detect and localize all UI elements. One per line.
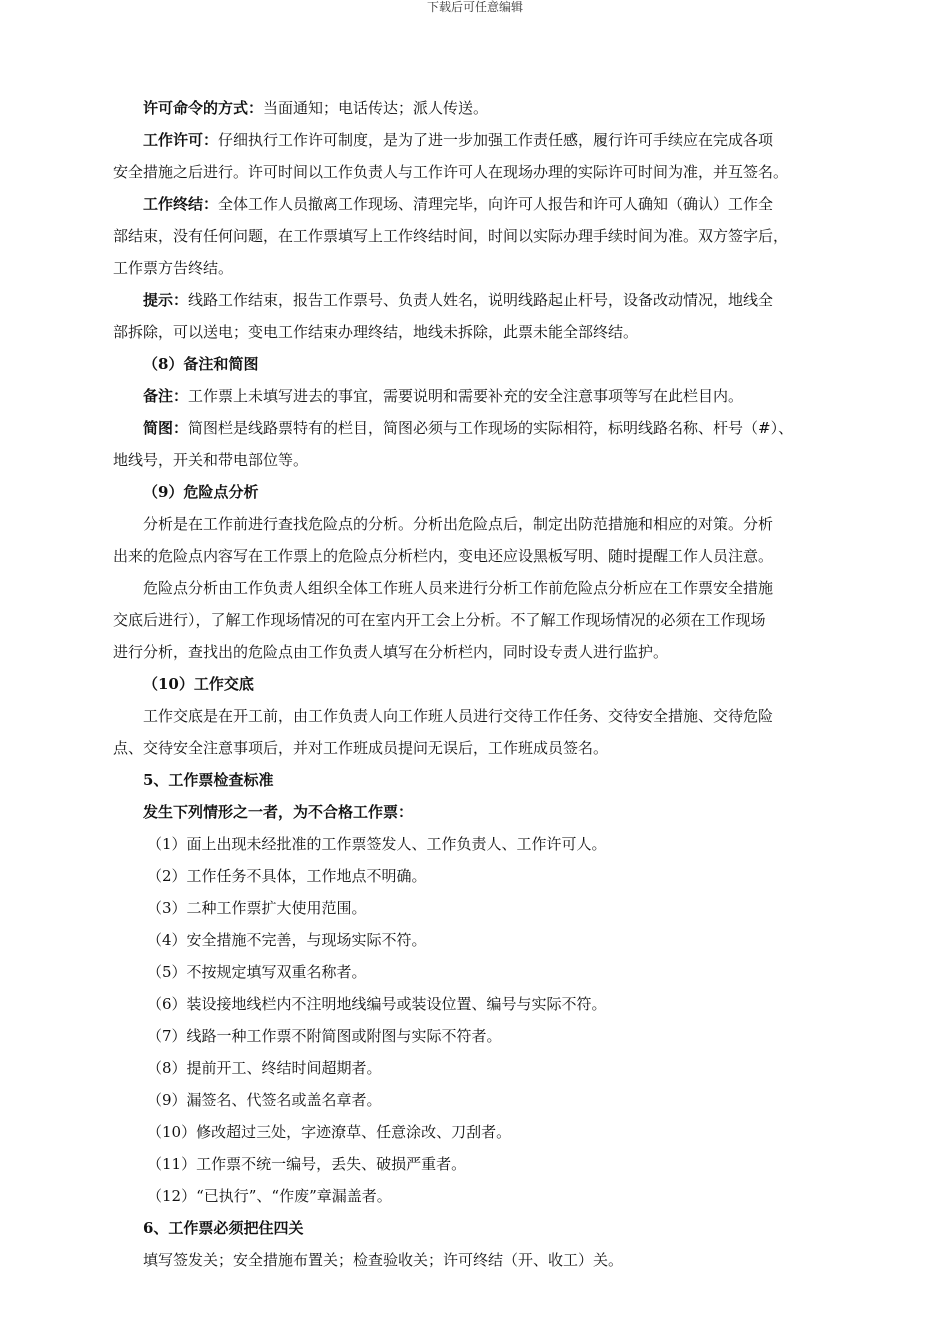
heading-hazard-analysis: （9）危险点分析 [143,483,259,501]
paragraph-hazard-l3: 进行分析，查找出的危险点由工作负责人填写在分析栏内，同时设专责人进行监护。 [113,643,669,661]
text-diagram-l1: 简图栏是线路票特有的栏目，简图必须与工作现场的实际相符，标明线路名称、杆号（#）、 [188,419,794,437]
label-diagram: 简图： [143,419,189,437]
paragraph-work-permit-l2: 安全措施之后进行。许可时间以工作负责人与工作许可人在现场办理的实际许可时间为准，并互签名。 [113,163,789,181]
paragraph-analysis-l2: 出来的危险点内容写在工作票上的危险点分析栏内，变电还应设黑板写明、随时提醒工作人员注意。 [113,547,774,565]
paragraph-diagram-l1 [113,412,865,444]
list-item: （6）装设接地线栏内不注明地线编号或装设位置、编号与实际不符。 [147,995,607,1013]
text-work-end-l1: 全体工作人员撤离工作现场、清理完毕，向许可人报告和许可人确知（确认）工作全 [218,195,774,213]
paragraph-work-end-l3: 工作票方告终结。 [113,259,234,277]
text-work-permit-l1: 仔细执行工作许可制度，是为了进一步加强工作责任感，履行许可手续应在完成各项 [218,131,774,149]
list-item: （5）不按规定填写双重名称者。 [147,963,367,981]
paragraph-work-end-l2: 部结束，没有任何问题，在工作票填写上工作终结时间，时间以实际办理手续时间为准。双方签字后， [113,227,789,245]
document-body [113,92,865,1276]
heading-four-checkpoints: 6、工作票必须把住四关 [143,1219,304,1237]
list-item: （10）修改超过三处，字迹潦草、任意涂改、刀刮者。 [147,1123,512,1141]
paragraph-analysis-l1: 分析是在工作前进行查找危险点的分析。分析出危险点后，制定出防范措施和相应的对策。分析 [143,515,774,533]
paragraph-briefing-l1: 工作交底是在开工前，由工作负责人向工作班人员进行交待工作任务、交待安全措施、交待危险 [143,707,774,725]
list-item: （7）线路一种工作票不附简图或附图与实际不符者。 [147,1027,502,1045]
list-item: （11）工作票不统一编号，丢失、破损严重者。 [147,1155,467,1173]
paragraph-work-permit-l1 [113,124,865,156]
subheading-unqualified: 发生下列情形之一者，为不合格工作票： [143,803,414,821]
list-item: （12）“已执行”、“作废”章漏盖者。 [147,1187,392,1205]
label-hint: 提示： [143,291,189,309]
paragraph-four-checkpoints: 填写签发关；安全措施布置关；检查验收关；许可终结（开、收工）关。 [143,1251,624,1269]
label-work-end: 工作终结： [143,195,219,213]
list-item: （8）提前开工、终结时间超期者。 [147,1059,382,1077]
paragraph-hint-l2: 部拆除，可以送电；变电工作结束办理终结，地线未拆除，此票未能全部终结。 [113,323,639,341]
paragraph-remarks [113,380,865,412]
label-permit-method: 许可命令的方式： [143,99,264,117]
label-work-permit: 工作许可： [143,131,219,149]
text-remarks: 工作票上未填写进去的事宜，需要说明和需要补充的安全注意事项等写在此栏目内。 [188,387,744,405]
heading-work-briefing: （10）工作交底 [143,675,254,693]
page-header: 下载后可任意编辑 [426,0,523,14]
list-item: （2）工作任务不具体，工作地点不明确。 [147,867,427,885]
list-item: （4）安全措施不完善，与现场实际不符。 [147,931,427,949]
paragraph-diagram-l2: 地线号，开关和带电部位等。 [113,451,309,469]
paragraph-briefing-l2: 点、交待安全注意事项后，并对工作班成员提问无误后，工作班成员签名。 [113,739,609,757]
label-remarks: 备注： [143,387,189,405]
paragraph-hint-l1 [113,284,865,316]
heading-remarks-diagram: （8）备注和简图 [143,355,259,373]
paragraph-hazard-l2: 交底后进行），了解工作现场情况的可在室内开工会上分析。不了解工作现场情况的必须在工作现场 [113,611,766,629]
heading-inspection-standard: 5、工作票检查标准 [143,771,274,789]
paragraph-hazard-l1: 危险点分析由工作负责人组织全体工作班人员来进行分析工作前危险点分析应在工作票安全措施 [143,579,774,597]
list-item: （9）漏签名、代签名或盖名章者。 [147,1091,382,1109]
text-hint-l1: 线路工作结束，报告工作票号、负责人姓名，说明线路起止杆号，设备改动情况，地线全 [188,291,774,309]
list-item: （1）面上出现未经批准的工作票签发人、工作负责人、工作许可人。 [147,835,607,853]
paragraph-permit-method [113,92,865,124]
list-item: （3）二种工作票扩大使用范围。 [147,899,367,917]
text-permit-method: 当面通知；电话传达；派人传送。 [263,99,489,117]
paragraph-work-end-l1 [113,188,865,220]
